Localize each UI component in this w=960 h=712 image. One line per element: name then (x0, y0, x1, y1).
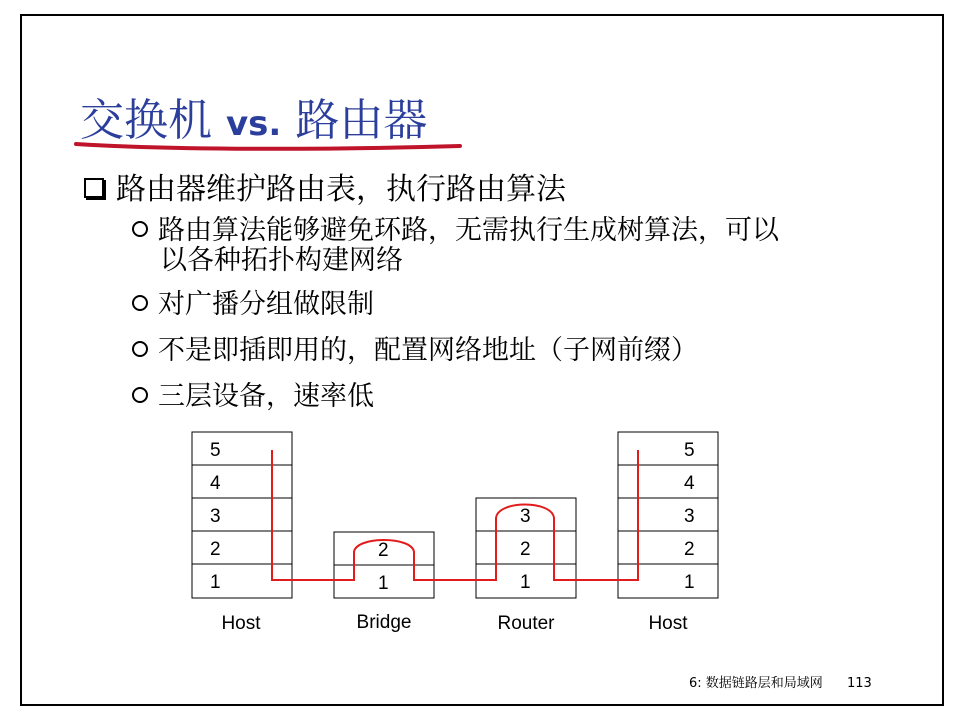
host-right-label: Host (648, 613, 688, 634)
title-part-router: 路由器 (295, 95, 428, 146)
sub-bullet-4-text: 三层设备，速率低 (158, 381, 374, 412)
host-left-layer-4: 4 (210, 473, 221, 494)
page-number: 113 (846, 676, 872, 691)
title-part-switch: 交换机 (80, 95, 212, 146)
bridge-label: Bridge (356, 612, 412, 633)
data-path-line (272, 450, 638, 580)
host-left-label: Host (221, 613, 261, 634)
slide-footer (689, 672, 872, 691)
router-layer-3: 3 (520, 506, 531, 527)
router-layer-2: 2 (520, 539, 531, 560)
sub-bullet-2-text: 对广播分组做限制 (158, 289, 374, 320)
host-right-layer-5: 5 (684, 440, 695, 461)
host-left-layer-5: 5 (210, 440, 221, 461)
host-left-layer-1: 1 (210, 572, 221, 593)
host-right-layer-4: 4 (684, 473, 695, 494)
bridge-layer-2: 2 (378, 540, 389, 561)
host-left-layer-3: 3 (210, 506, 221, 527)
host-right-stack (618, 432, 718, 598)
main-bullet-text: 路由器维护路由表，执行路由算法 (116, 172, 566, 207)
host-right-layer-2: 2 (684, 539, 695, 560)
sub-bullet-3-text: 不是即插即用的，配置网络地址（子网前缀） (158, 335, 698, 366)
host-right-layer-1: 1 (684, 572, 695, 593)
host-left-stack (192, 432, 292, 598)
router-label: Router (497, 613, 555, 634)
sub-bullet-1-line2: 以各种拓扑构建网络 (160, 245, 403, 276)
host-left-layer-2: 2 (210, 539, 221, 560)
host-right-layer-3: 3 (684, 506, 695, 527)
router-layer-1: 1 (520, 572, 531, 593)
title-part-vs: vs. (226, 104, 282, 144)
footer-chapter: 6: 数据链路层和局域网 (689, 676, 823, 691)
bridge-layer-1: 1 (378, 573, 389, 594)
sub-bullet-1-line1: 路由算法能够避免环路，无需执行生成树算法，可以 (158, 215, 779, 246)
